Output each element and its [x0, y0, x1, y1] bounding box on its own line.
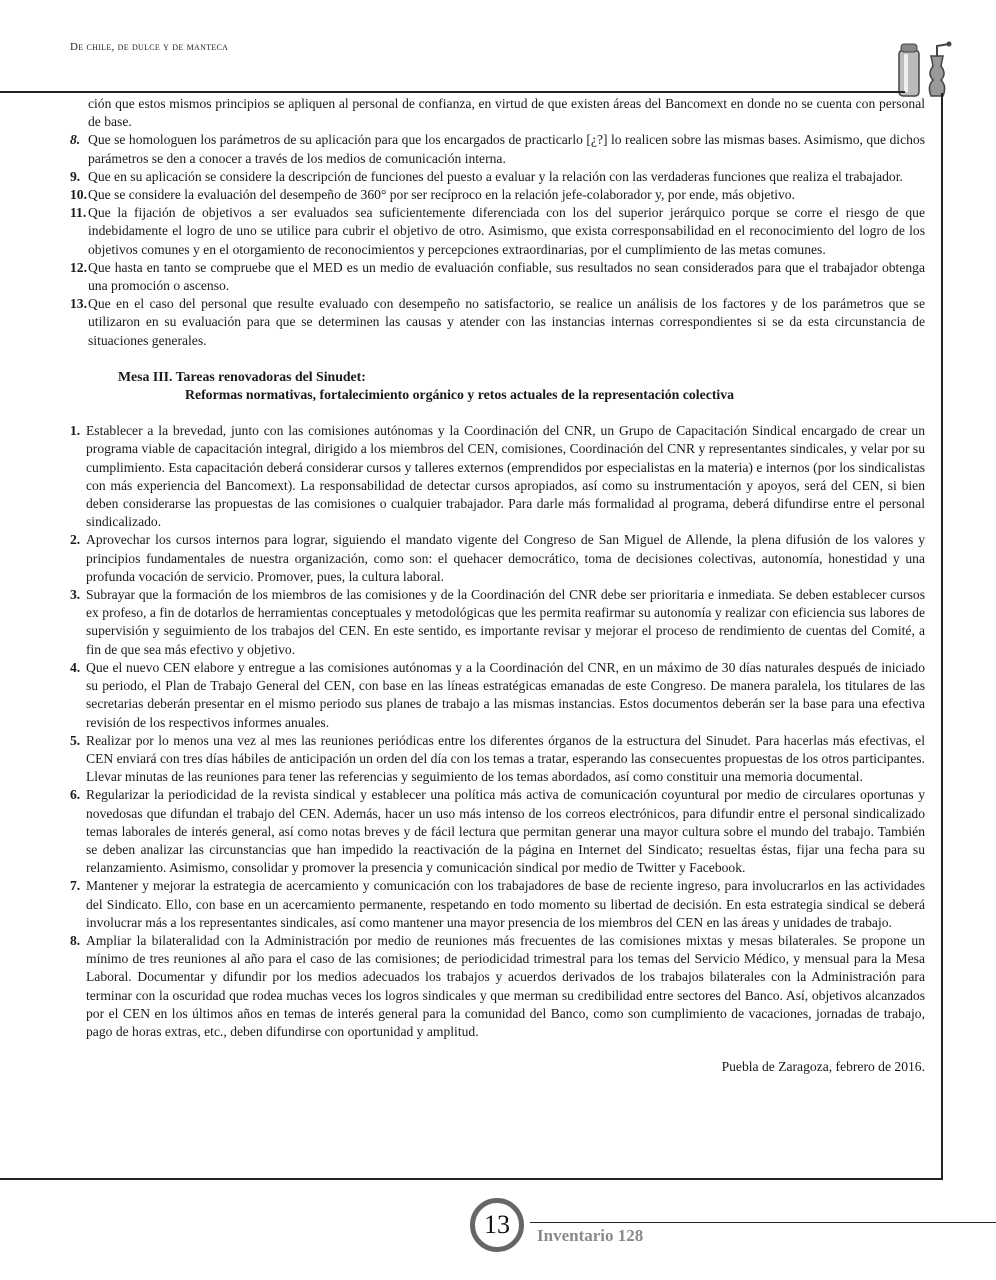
item-number: 5. [70, 732, 81, 748]
item-text: Mantener y mejorar la estrategia de acercamiento y comunicación con los trabajadores de base de reciente ingreso, para involucrarlos en las actividades del Sindicato. Ello, con base en un acercamiento permanente, respetando en todo momento su libertad de decisión. En esta estrategia sindical se deberá involucrar más a los representantes sindicales, así como mantener una mayor presencia de los miembros del CEN en las áreas y unidades de trabajo. [86, 878, 925, 930]
item-number: 1. [70, 423, 81, 439]
list-previous-section [70, 131, 925, 349]
list-item [70, 295, 925, 350]
paragraph-text: ción que estos mismos principios se apliquen al personal de confianza, en virtud de que existen áreas del Bancomext en donde no se cuenta con personal de base. [88, 96, 925, 130]
list-item [70, 732, 925, 787]
item-text: Aprovechar los cursos internos para lograr, siguiendo el mandato vigente del Congreso de San Miguel de Allende, la plena difusión de los valores y principios fundamentales de nuestra organización, como son: el quehacer democrático, toma de decisiones colectivas, autonomía, honestidad y una profunda vocación de servicio. Promover, pues, la cultura laboral. [86, 532, 925, 584]
list-item [70, 659, 925, 732]
list-item [70, 168, 925, 186]
item-number: 9. [70, 168, 81, 184]
item-text: Que la fijación de objetivos a ser evaluados sea suficientemente diferenciada con los del superior jerárquico porque se corre el riesgo de que indebidamente el logro de uno se utilice para cubrir el objetivo de otro. Asimismo, que exista corresponsabilidad en el reconocimiento del logro de los objetivos comunes y en el otorgamiento de reconocimientos y percepciones extraordinarias, por el cumplimiento de las metas comunes. [88, 205, 925, 257]
item-number: 10. [70, 187, 87, 203]
list-item [70, 204, 925, 259]
item-text: Regularizar la periodicidad de la revista sindical y establecer una política más activa de comunicación coyuntural por medio de circulares oportunas y novedosas que difundan el trabajo del CEN. Además, hacer un uso más intenso de los correos electrónicos, para difundir entre el personal sindicalizado temas laborales de interés general, así como notas breves y de fácil lectura que permitan generar una mayor cultura sobre el mundo del trabajo. También se deben analizar las circunstancias que han impedido la reactivación de la página en Internet del Sindicato; resueltas éstas, fijar una fecha para su relanzamiento. Asimismo, consolidar y promover la presencia y comunicación sindical por medio de Twitter y Facebook. [86, 787, 925, 876]
section-title: Mesa III. Tareas renovadoras del Sinudet: [118, 368, 366, 384]
item-text: Ampliar la bilateralidad con la Administración por medio de reuniones más frecuentes de las comisiones mixtas y mesas bilaterales. Se propone un mínimo de tres reuniones al año para el caso de las comisiones; de periodicidad trimestral para los temas del Servicio Médico, y mensual para la Mesa Laboral. Documentar y difundir por los medios adecuados los trabajos y acuerdos derivados de los trabajos bilaterales con la Administración para terminar con la oscuridad que rodea muchas veces los logros sindicales y que merman su credibilidad entre sectores del Banco. Así, objetivos alcanzados por el CEN en los últimos años en temas de interés general para la comunidad del Banco, como son cumplimiento de vacaciones, jornadas de trabajo, pago de horas extras, etc., deben difundirse con oportunidad y amplitud. [86, 932, 925, 1039]
item-text: Que se considere la evaluación del desempeño de 360° por ser recíproco en la relación jefe-colaborador y, por ende, más objetivo. [88, 187, 795, 203]
item-text: Establecer a la brevedad, junto con las comisiones autónomas y la Coordinación del CNR, un Grupo de Capacitación Sindical encargado de crear un programa viable de capacitación integral, dirigido a los miembros del CEN, comisiones, Coordinación del CNR y representantes sindicales, y velar por su cumplimiento. Esta capacitación deberá considerar cursos y talleres externos (emprendidos por especialistas en la materia) e internos (por los sindicalistas con más experiencia del Bancomext). La responsabilidad de detectar cursos apropiados, así como su instrumentación y apoyos, será del CEN, si bien deben considerarse las propuestas de las comisiones o cualquier trabajador. Para darle más formalidad al programa, deberá difundirse entre el personal sindicalizado. [86, 423, 925, 530]
list-item [70, 259, 925, 295]
page-number: 13 [470, 1198, 524, 1252]
place-date: Puebla de Zaragoza, febrero de 2016. [721, 1059, 925, 1075]
item-number: 2. [70, 532, 81, 548]
list-mesa-iii [70, 422, 925, 1041]
item-text: Que el nuevo CEN elabore y entregue a las comisiones autónomas y a la Coordinación del CNR, en un máximo de 30 días naturales después de iniciado su periodo, el Plan de Trabajo General del CEN, con base en las líneas estratégicas emanadas de este Congreso. De manera paralela, los titulares de las secretarias deberán presentar en el mismo periodo sus planes de trabajo a las mismas instancias. Estos documentos deberán ser la base para una efectiva revisión de los respectivos informes anuales. [86, 659, 925, 730]
item-number: 8. [70, 932, 81, 948]
salt-pepper-shakers-icon [893, 40, 955, 98]
section-subtitle: Reformas normativas, fortalecimiento orgánico y retos actuales de la representación colectiva [185, 387, 735, 403]
item-number: 6. [70, 787, 81, 803]
continuation-paragraph [70, 95, 925, 131]
item-number: 8. [70, 132, 81, 148]
section-heading [70, 368, 925, 404]
item-number: 11. [70, 205, 87, 221]
item-text: Subrayar que la formación de los miembros de las comisiones y de la Coordinación del CNR debe ser prioritaria e inmediata. Se deben establecer cursos ex profeso, a fin de dotarlos de herramientas conceptuales y metodológicas que les permita reafirmar su autonomía y realizar con eficiencia sus labores de supervisión y seguimiento de los trabajos del CEN. En este sentido, es importante revisar y mejorar el proceso de rendimiento de cuentas del Comité, a fin de que sea más efectivo y objetivo. [86, 587, 925, 657]
item-text: Que en el caso del personal que resulte evaluado con desempeño no satisfactorio, se realice un análisis de los factores y de los parámetros que se utilizaron en su evaluación para que se determinen las causas y atender con las instancias internas correspondientes si se da esta circunstancia de situaciones generales. [88, 296, 925, 348]
list-item [70, 531, 925, 586]
header-rule [0, 91, 905, 93]
list-item [70, 932, 925, 1041]
list-item [70, 586, 925, 659]
list-item [70, 877, 925, 932]
list-item [70, 131, 925, 167]
list-item [70, 422, 925, 531]
list-item [70, 186, 925, 204]
page-body [70, 95, 925, 1076]
item-text: Realizar por lo menos una vez al mes las reuniones periódicas entre los diferentes órganos de la estructura del Sinudet. Para hacerlas más efectivas, el CEN enviará con tres días hábiles de anticipación un orden del día con los temas a tratar, esperando las consecuentes propuestas de los otros participantes. Llevar minutas de las reuniones para tener las referencias y seguimiento de los temas abordados, así como constituir una memoria documental. [86, 732, 925, 785]
item-text: Que en su aplicación se considere la descripción de funciones del puesto a evaluar y la relación con las verdaderas funciones que realiza el trabajador. [88, 168, 903, 184]
item-text: Que hasta en tanto se compruebe que el MED es un medio de evaluación confiable, sus resultados no sean considerados para que el trabajador obtenga una promoción o ascenso. [88, 259, 925, 294]
item-text: Que se homologuen los parámetros de su aplicación para que los encargados de practicarlo [¿?] lo realicen sobre las mismas bases. Asimismo, que dichos parámetros se den a conocer a través de los medios de comunicación interna. [88, 132, 925, 166]
frame-bottom-rule [0, 1178, 943, 1180]
item-number: 7. [70, 878, 81, 894]
list-item [70, 786, 925, 877]
item-number: 12. [70, 259, 87, 275]
item-number: 3. [70, 587, 81, 603]
footer-rule [530, 1222, 996, 1223]
magazine-name: Inventario 128 [537, 1226, 644, 1245]
item-number: 13. [70, 296, 87, 312]
item-number: 4. [70, 659, 81, 675]
running-head: De chile, de dulce y de manteca [70, 41, 229, 53]
frame-right-rule [941, 93, 943, 1180]
